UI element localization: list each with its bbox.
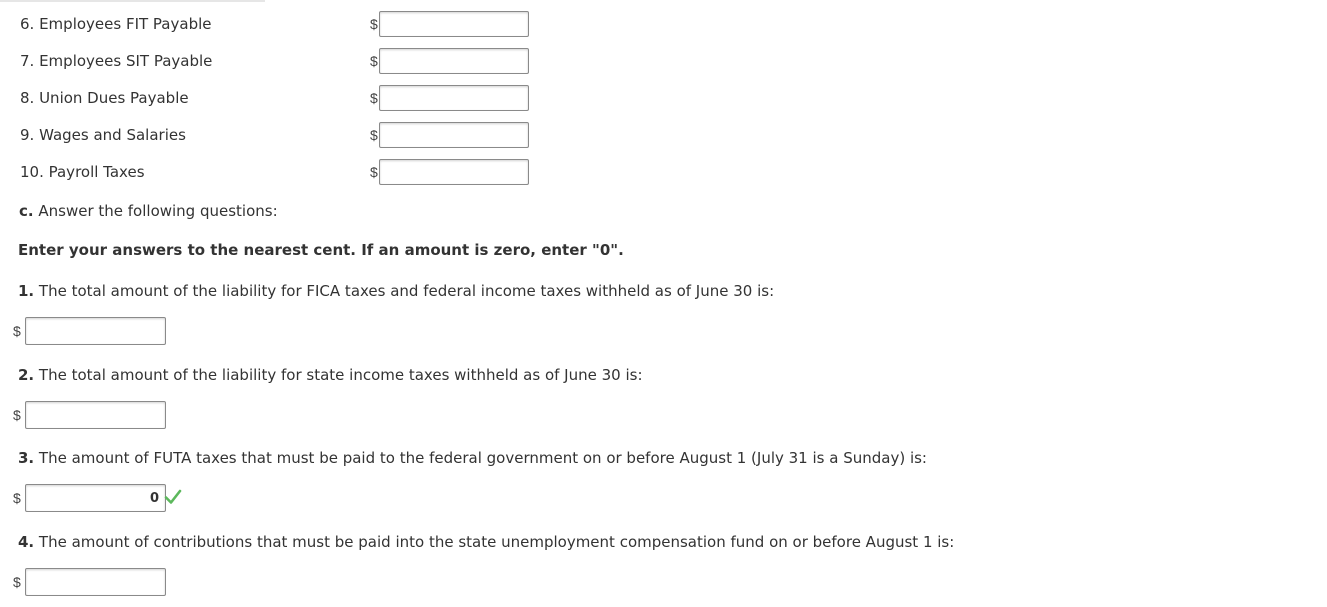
answer-4 <box>13 568 213 596</box>
question-text: The total amount of the liability for FICA taxes and federal income taxes withheld as of June 30 is: <box>38 282 775 300</box>
account-label: 8. Union Dues Payable <box>20 89 189 107</box>
question-text: The total amount of the liability for state income taxes withheld as of June 30 is: <box>38 366 643 384</box>
answer-4-input[interactable] <box>25 568 166 596</box>
payroll-taxes-input[interactable] <box>379 159 529 185</box>
currency-symbol: $ <box>13 323 21 339</box>
question-number: 3. <box>18 449 35 467</box>
account-label: 10. Payroll Taxes <box>20 163 145 181</box>
account-label: 7. Employees SIT Payable <box>20 52 213 70</box>
question-text: The amount of contributions that must be paid into the state unemployment compensation fund on or before August 1 is: <box>38 533 955 551</box>
question-1 <box>18 282 774 300</box>
currency-symbol: $ <box>370 16 378 32</box>
answer-3 <box>13 484 213 512</box>
checkmark-icon <box>163 487 183 507</box>
account-row-employees-fit-payable <box>20 11 540 37</box>
section-marker: c. <box>19 202 34 220</box>
answer-1-input[interactable] <box>25 317 166 345</box>
question-number: 4. <box>18 533 35 551</box>
account-label: 6. Employees FIT Payable <box>20 15 212 33</box>
currency-symbol: $ <box>370 90 378 106</box>
employees-fit-payable-input[interactable] <box>379 11 529 37</box>
question-4 <box>18 533 954 551</box>
employees-sit-payable-input[interactable] <box>379 48 529 74</box>
question-2 <box>18 366 643 384</box>
section-text: Answer the following questions: <box>38 202 278 220</box>
currency-symbol: $ <box>13 574 21 590</box>
account-label: 9. Wages and Salaries <box>20 126 186 144</box>
question-3 <box>18 449 927 467</box>
answer-2-input[interactable] <box>25 401 166 429</box>
question-number: 2. <box>18 366 35 384</box>
answer-1 <box>13 317 213 345</box>
account-row-employees-sit-payable <box>20 48 540 74</box>
question-number: 1. <box>18 282 35 300</box>
account-row-payroll-taxes <box>20 159 540 185</box>
instruction-text: Enter your answers to the nearest cent. If an amount is zero, enter "0". <box>18 241 624 259</box>
answer-2 <box>13 401 213 429</box>
account-row-wages-and-salaries <box>20 122 540 148</box>
section-c-heading <box>19 202 278 220</box>
currency-symbol: $ <box>13 407 21 423</box>
currency-symbol: $ <box>370 164 378 180</box>
answer-3-input[interactable] <box>25 484 166 512</box>
currency-symbol: $ <box>370 127 378 143</box>
union-dues-payable-input[interactable] <box>379 85 529 111</box>
top-divider <box>0 0 265 2</box>
account-row-union-dues-payable <box>20 85 540 111</box>
wages-and-salaries-input[interactable] <box>379 122 529 148</box>
question-text: The amount of FUTA taxes that must be paid to the federal government on or before August 1 (July 31 is a Sunday) is: <box>38 449 927 467</box>
currency-symbol: $ <box>370 53 378 69</box>
currency-symbol: $ <box>13 490 21 506</box>
